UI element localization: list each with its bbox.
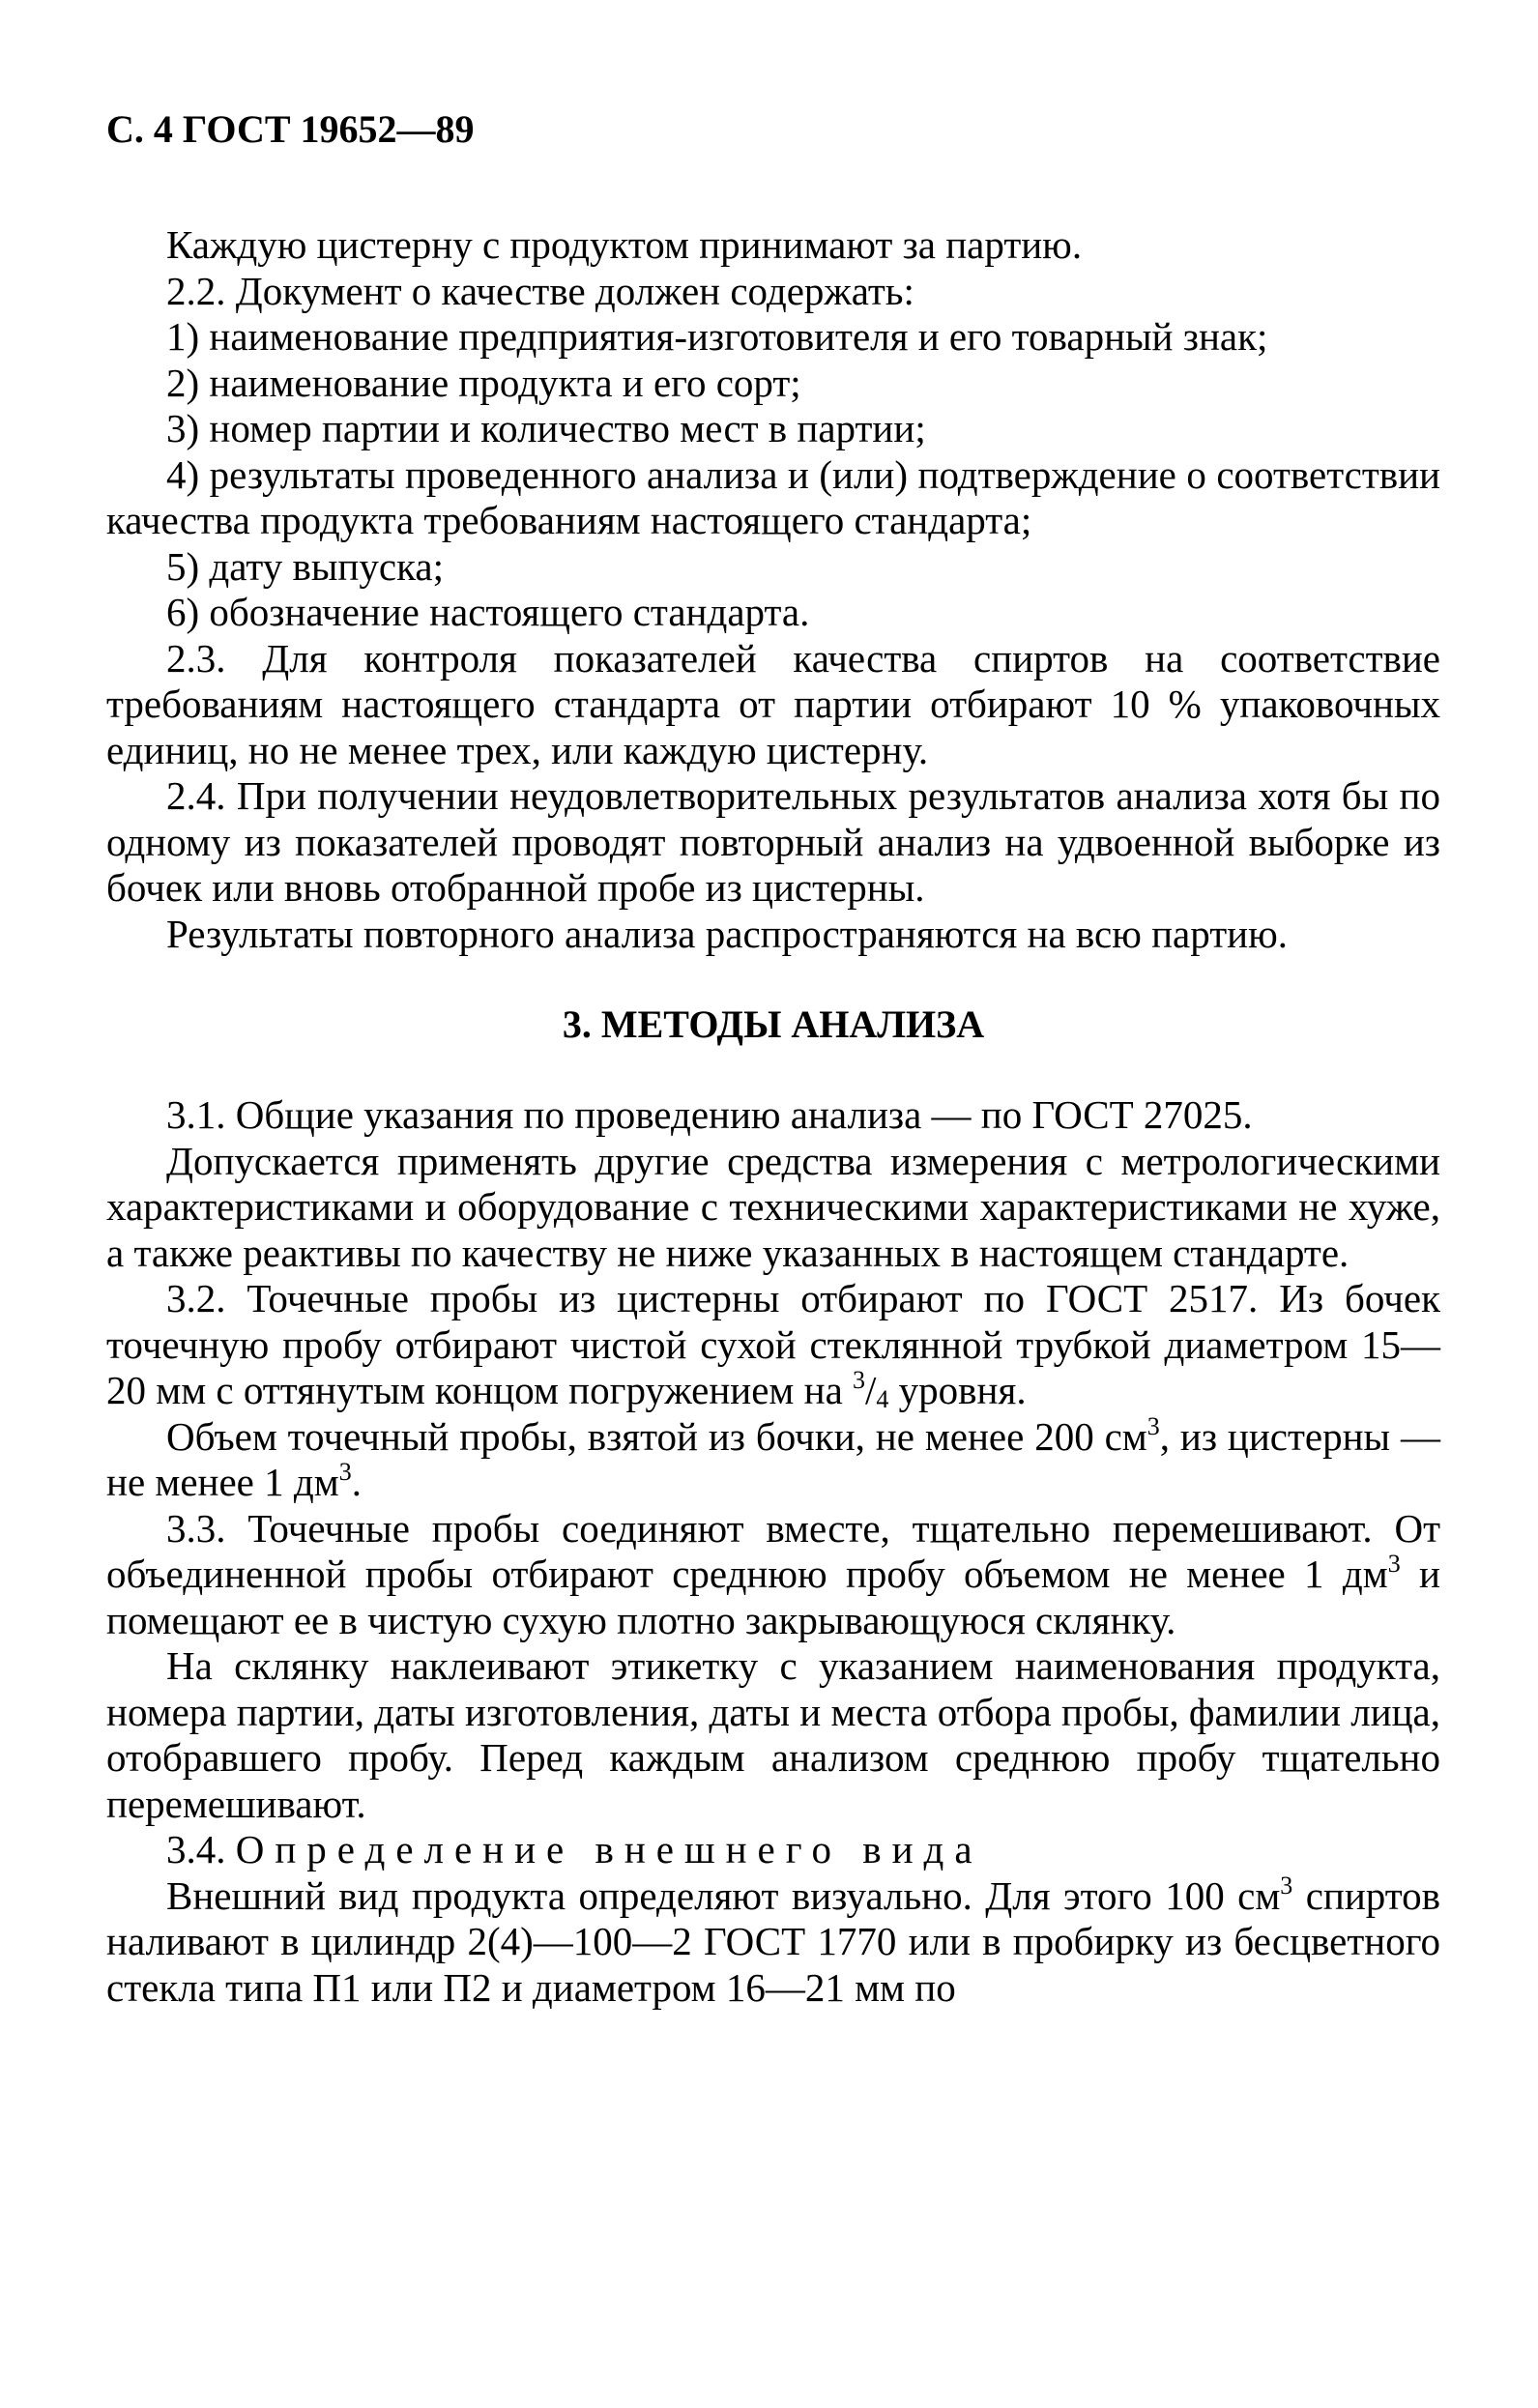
page-header: С. 4 ГОСТ 19652—89 [106,107,475,151]
subsection-heading [106,1827,1440,1873]
list-item: 6) обозначение настоящего стандарта. [166,590,810,634]
document-page [106,106,1440,2011]
text-span: 3.3. Точечные пробы соединяют вместе, тщательно перемешивают. От объединенной пробы отбирают среднюю пробу объемом не менее 1 дм [106,1505,1440,1596]
superscript: 3 [338,1458,352,1486]
text-span: . [351,1460,362,1504]
superscript: 3 [1387,1550,1401,1578]
superscript: 3 [1280,1871,1293,1900]
fraction-numerator: 3 [853,1366,866,1394]
paragraph: 2.4. При получении неудовлетворительных результатов анализа хотя бы по одному из показателей проводят повторный анализ на удвоенной выборке из бочек или вновь отобранной пробе из цистерны. [106,773,1440,910]
text-span: спиртов наливают в цилиндр 2(4)—100—2 ГОСТ 1770 или в пробирку из бесцветного стекла типа П1 или П2 и диаметром 16—21 мм по [106,1872,1441,2010]
fraction-denominator: 4 [876,1385,889,1413]
list-item: 5) дату выпуска; [166,543,444,589]
list-item: 1) наименование предприятия-изготовителя и его товарный знак; [166,314,1268,359]
paragraph: Допускается применять другие средства измерения с метрологическими характеристиками и оборудование с техническими характеристиками не хуже, а также реактивы по качеству не ниже указанных в настоящем стандарте. [106,1138,1440,1275]
text-span: Объем точечный пробы, взятой из бочки, не менее 200 см [166,1413,1147,1459]
paragraph: 2.3. Для контроля показателей качества спиртов на соответствие требованиям настоящего стандарта от партии отбирают 10 % упаковочных единиц, но не менее трех, или каждую цистерну. [106,635,1440,772]
paragraph: 2.2. Документ о качестве должен содержать: [166,268,914,313]
list-item: 4) результаты проведенного анализа и (или) подтверждение о соответствии качества продукта требованиям настоящего стандарта; [106,451,1440,542]
text-span: , из цистерны — не менее 1 дм [106,1413,1440,1504]
superscript: 3 [1146,1411,1160,1440]
text-span: уровня. [888,1368,1027,1412]
text-span: 3.2. Точечные пробы из цистерны отбирают по ГОСТ 2517. Из бочек точечную пробу отбирают чистой сухой стеклянной трубкой диаметром 15—20 мм с оттянутым концом погружением на [106,1276,1440,1412]
paragraph [106,1506,1440,1644]
paragraph [106,1873,1440,2012]
paragraph [106,1411,1440,1506]
text-span: Внешний вид продукта определяют визуально. Для этого 100 см [166,1872,1281,1918]
text-span: и помещают ее в чистую сухую плотно закрывающуюся склянку. [106,1552,1440,1642]
list-item: 3) номер партии и количество мест в партии; [166,406,926,450]
subsection-title: Определение внешнего вида [235,1827,983,1871]
paragraph: На склянку наклеивают этикетку с указанием наименования продукта, номера партии, даты изготовления, даты и места отбора пробы, фамилии лица, отобравшего пробу. Перед каждым анализом среднюю пробу тщательно перемешивают. [106,1643,1440,1826]
paragraph: Результаты повторного анализа распространяются на всю партию. [166,911,1288,956]
paragraph: 3.1. Общие указания по проведению анализа — по ГОСТ 27025. [166,1092,1253,1137]
paragraph: Каждую цистерну с продуктом принимают за партию. [166,222,1083,267]
list-item: 2) наименование продукта и его сорт; [166,360,801,405]
paragraph: 3.2. Точечные пробы из цистерны отбирают по ГОСТ 2517. Из бочек точечную пробу отбирают чистой сухой стеклянной трубкой диаметром 15—20 мм с оттянутым концом погружением на $^3/_4$ уровня. [106,1276,1440,1413]
section-title: 3. МЕТОДЫ АНАЛИЗА [562,1002,985,1046]
subsection-number: 3.4. [166,1827,226,1871]
